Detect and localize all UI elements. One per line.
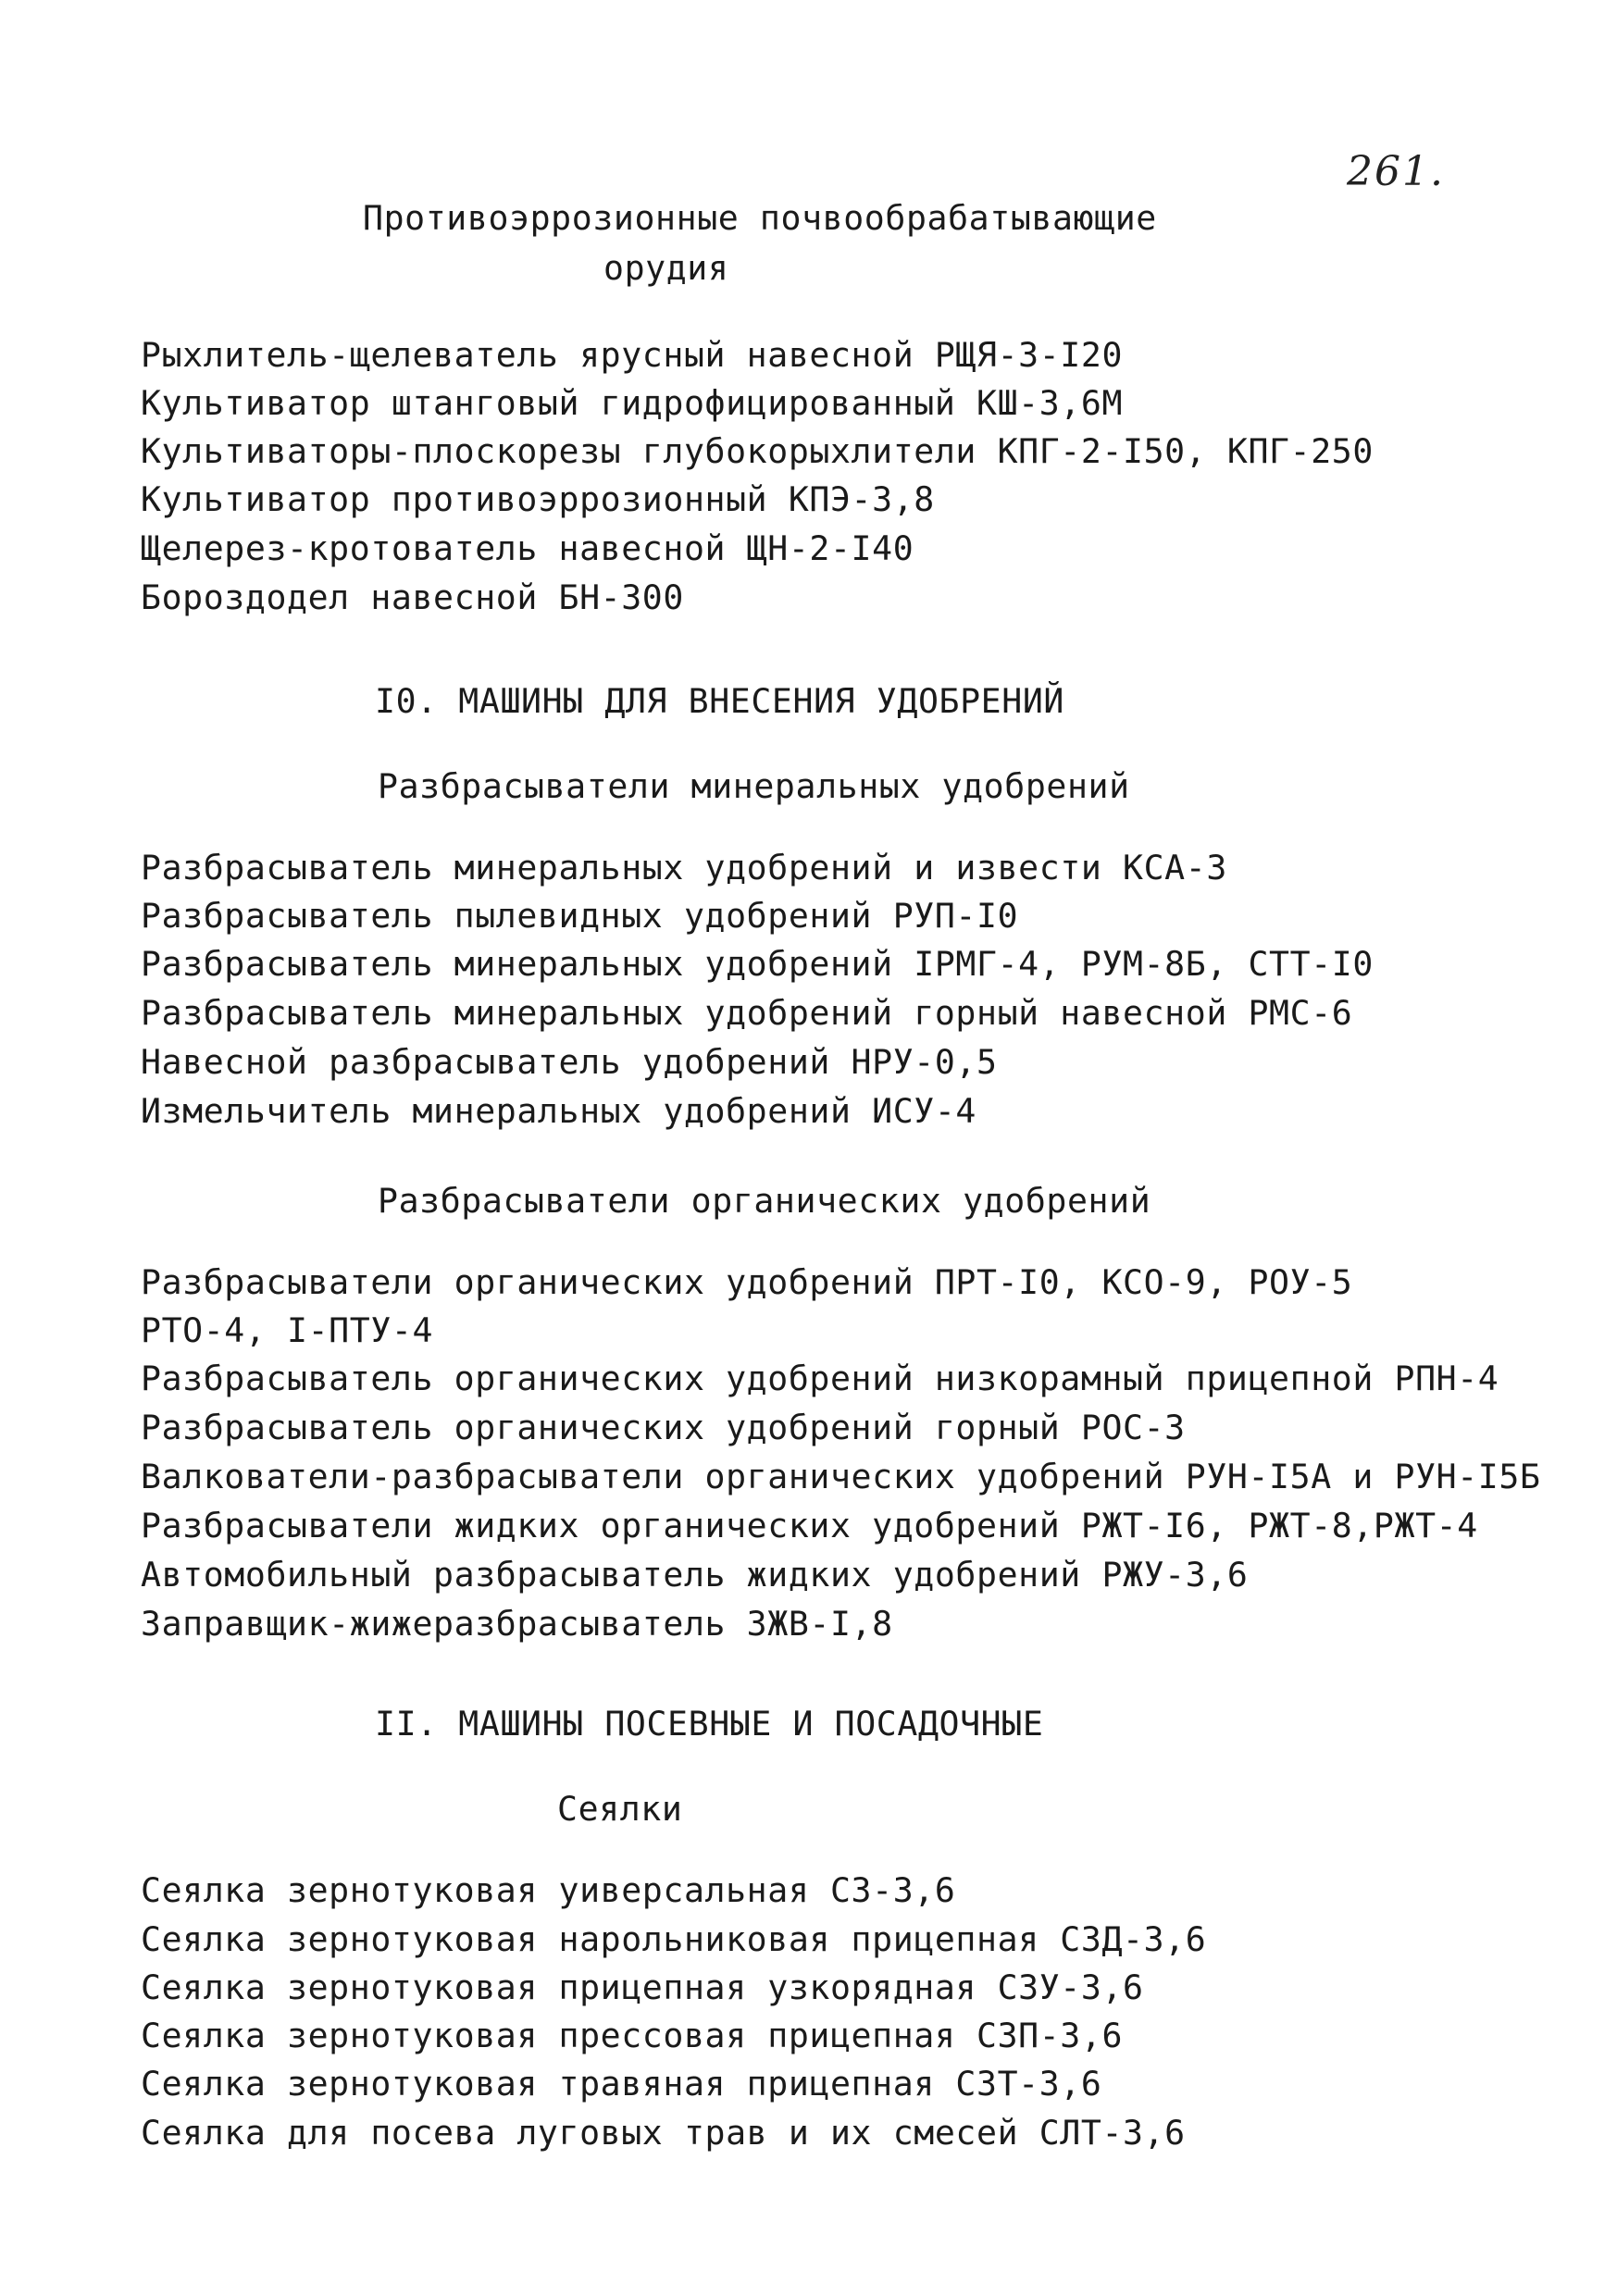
page-number: 261. bbox=[1347, 148, 1445, 195]
list-item: РТО-4, I-ПТУ-4 bbox=[141, 1310, 434, 1350]
list-item: Рыхлитель-щелеватель ярусный навесной РЩЯ-3-I20 bbox=[141, 335, 1124, 375]
list-item: Измельчитель минеральных удобрений ИСУ-4 bbox=[141, 1091, 976, 1131]
list-item: Разбрасыватель органических удобрений низкорамный прицепной РПН-4 bbox=[141, 1359, 1499, 1398]
list-item: Сеялка для посева луговых трав и их смесей СЛТ-3,6 bbox=[141, 2113, 1186, 2153]
list-item: Щелерез-кротователь навесной ЩН-2-I40 bbox=[141, 528, 914, 568]
intro-heading-line2: орудия bbox=[603, 248, 729, 288]
list-item: Разбрасыватель минеральных удобрений горный навесной РМС-6 bbox=[141, 993, 1353, 1033]
list-item: Культиватор штанговый гидрофицированный КШ-3,6М bbox=[141, 383, 1124, 423]
seeders-heading: Сеялки bbox=[557, 1789, 683, 1829]
list-item: Навесной разбрасыватель удобрений НРУ-0,5 bbox=[141, 1042, 998, 1082]
list-item: Сеялка зернотуковая прицепная узкорядная СЗУ-3,6 bbox=[141, 1967, 1144, 2007]
list-item: Культиваторы-плоскорезы глубокорыхлители КПГ-2-I50, КПГ-250 bbox=[141, 431, 1374, 471]
list-item: Сеялка зернотуковая прессовая прицепная СЗП-3,6 bbox=[141, 2016, 1124, 2055]
list-item: Автомобильный разбрасыватель жидких удобрений РЖУ-3,6 bbox=[141, 1555, 1249, 1595]
list-item: Заправщик-жижеразбрасыватель ЗЖВ-I,8 bbox=[141, 1604, 893, 1644]
list-item: Разбрасыватели жидких органических удобрений РЖТ-I6, РЖТ-8,РЖТ-4 bbox=[141, 1506, 1478, 1545]
section-10-title: I0. МАШИНЫ ДЛЯ ВНЕСЕНИЯ УДОБРЕНИЙ bbox=[375, 681, 1064, 721]
list-item: Сеялка зернотуковая нарольниковая прицепная СЗД-3,6 bbox=[141, 1919, 1207, 1959]
organic-fertilizer-heading: Разбрасыватели органических удобрений bbox=[378, 1181, 1151, 1221]
list-item: Разбрасыватель минеральных удобрений и извести КСА-3 bbox=[141, 848, 1227, 887]
mineral-fertilizer-heading: Разбрасыватели минеральных удобрений bbox=[378, 766, 1130, 806]
list-item: Разбрасыватели органических удобрений ПРТ-I0, КСО-9, РОУ-5 bbox=[141, 1262, 1353, 1302]
list-item: Культиватор противоэррозионный КПЭ-3,8 bbox=[141, 479, 935, 519]
list-item: Бороздодел навесной БН-300 bbox=[141, 577, 684, 617]
list-item: Сеялка зернотуковая травяная прицепная СЗТ-3,6 bbox=[141, 2064, 1102, 2104]
section-11-title: II. МАШИНЫ ПОСЕВНЫЕ И ПОСАДОЧНЫЕ bbox=[375, 1704, 1044, 1744]
list-item: Разбрасыватель органических удобрений горный РОС-3 bbox=[141, 1408, 1186, 1447]
list-item: Разбрасыватель минеральных удобрений IРМГ-4, РУМ-8Б, СТТ-I0 bbox=[141, 944, 1374, 984]
list-item: Валкователи-разбрасыватели органических удобрений РУН-I5А и РУН-I5Б bbox=[141, 1457, 1541, 1496]
list-item: Сеялка зернотуковая уиверсальная СЗ-3,6 bbox=[141, 1870, 956, 1910]
list-item: Разбрасыватель пылевидных удобрений РУП-I0 bbox=[141, 896, 1019, 936]
intro-heading-line1: Противоэррозионные почвообрабатывающие bbox=[363, 198, 1157, 238]
